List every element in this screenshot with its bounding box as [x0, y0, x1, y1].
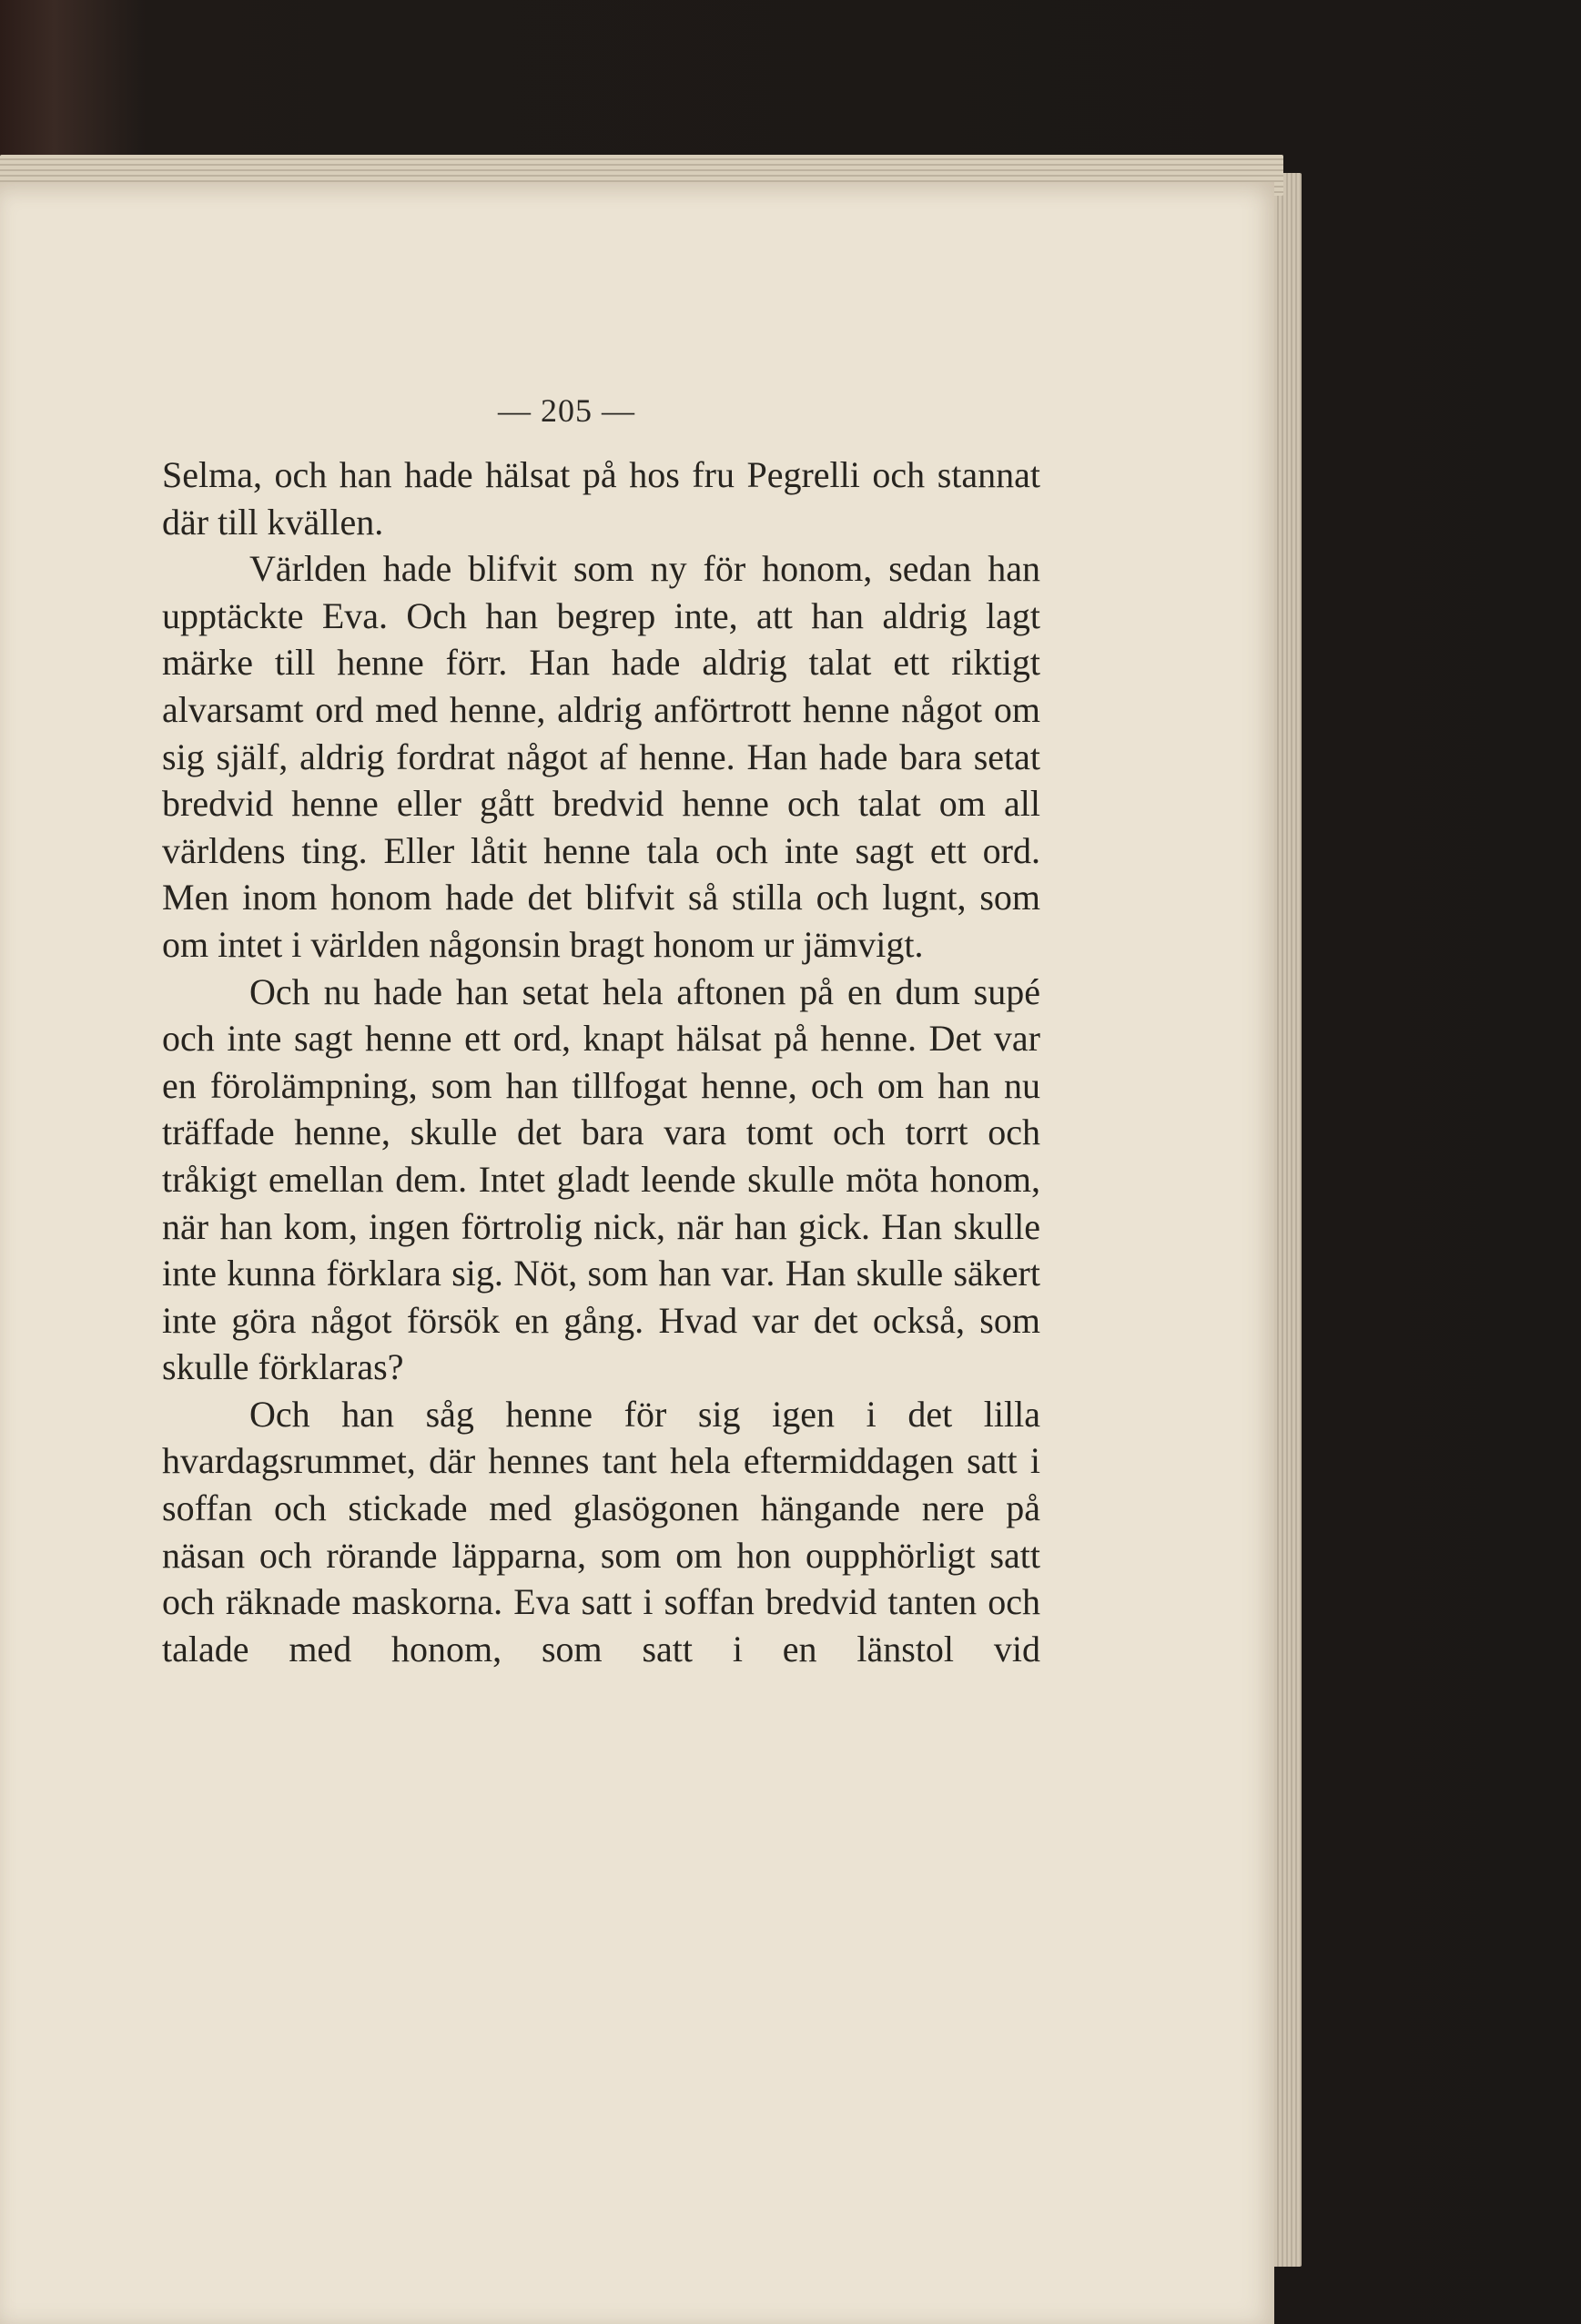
- paragraph-1: Selma, och han hade hälsat på hos fru Pegrelli och stannat där till kvällen.: [162, 454, 1040, 543]
- paragraph-2: Världen hade blifvit som ny för honom, sedan han upptäckte Eva. Och han begrep inte, att han aldrig lagt märke till henne förr. Han hade aldrig talat ett riktigt alvarsamt ord med henne, aldrig anförtrott henne något om sig själf, aldrig fordrat något af henne. Han hade bara setat bredvid henne eller gått bredvid henne och talat om all världens ting. Eller låtit henne tala och inte sagt ett ord. Men inom honom hade det blifvit så stilla och lugnt, som om intet i världen någonsin bragt honom ur jämvigt.: [162, 548, 1040, 965]
- paragraph-3: Och nu hade han setat hela aftonen på en dum supé och inte sagt henne ett ord, knapt hälsat på henne. Det var en förolämpning, som han tillfogat henne, och om han nu träffade henne, skulle det bara vara tomt och torrt och tråkigt emellan dem. Intet gladt leende skulle möta honom, när han kom, ingen förtrolig nick, när han gick. Han skulle inte kunna förklara sig. Nöt, som han var. Han skulle säkert inte göra något försök en gång. Hvad var det också, som skulle förklaras?: [162, 970, 1040, 1388]
- page-number: — 205 —: [498, 392, 635, 429]
- paragraph-4: Och han såg henne för sig igen i det lilla hvardagsrummet, där hennes tant hela eftermiddagen satt i soffan och stickade med glasögonen hängande nere på näsan och rörande läpparna, som om hon oupphörligt satt och räknade maskorna. Eva satt i soffan bredvid tanten och talade med honom, som satt i en länstol vid: [162, 1393, 1040, 1669]
- body-text: [162, 452, 1040, 1672]
